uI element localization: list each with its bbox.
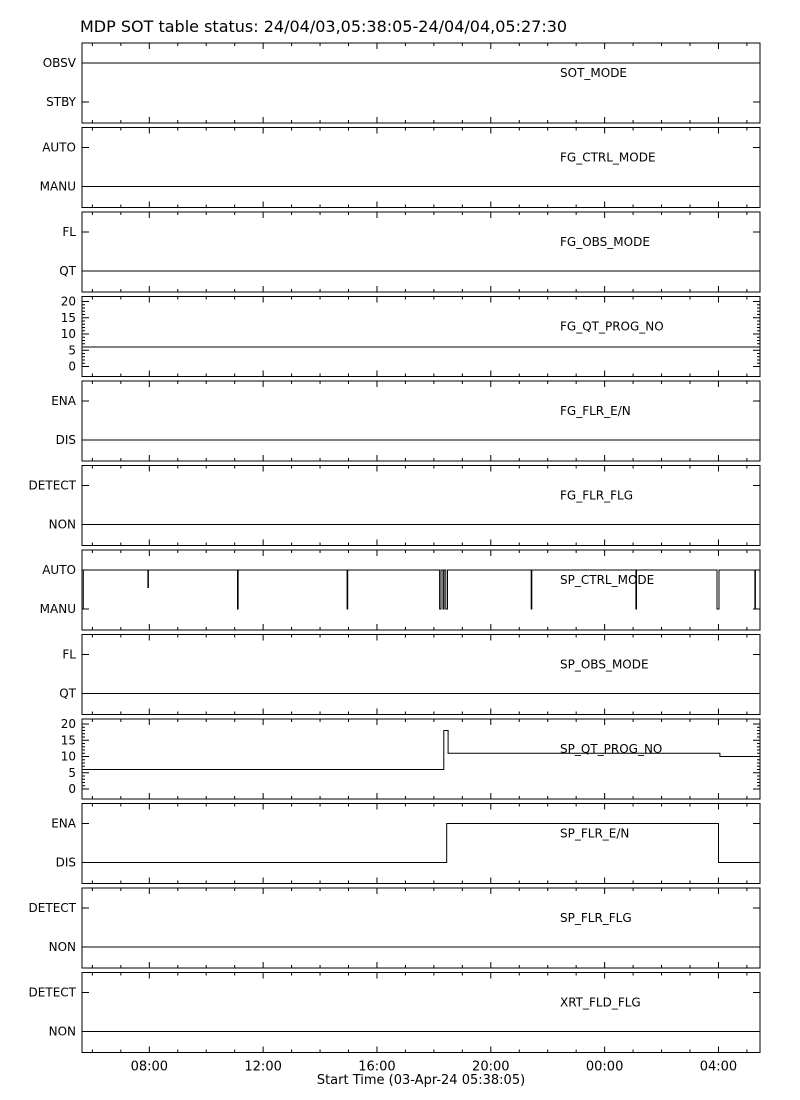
y-tick-label: 0	[68, 359, 76, 374]
panel-label: FG_FLR_FLG	[560, 488, 634, 503]
y-tick-label: FL	[62, 647, 76, 662]
y-tick-label: MANU	[39, 602, 76, 616]
panel-label: SP_OBS_MODE	[560, 657, 649, 672]
series-line	[82, 570, 760, 609]
panel-fg-flr-flg	[29, 466, 760, 546]
y-tick-label: FL	[62, 225, 76, 239]
panel-frame	[82, 804, 760, 884]
panel-label: SP_FLR_E/N	[560, 826, 630, 841]
y-tick-label: DETECT	[28, 985, 76, 1000]
panels	[29, 43, 760, 1053]
y-tick-label: DIS	[55, 433, 76, 447]
y-tick-label: 20	[60, 717, 76, 731]
x-tick-label: 20:00	[472, 1059, 510, 1075]
panel-frame	[82, 550, 760, 630]
y-tick-label: 20	[60, 294, 76, 309]
y-tick-label: NON	[48, 940, 76, 954]
panel-frame	[82, 212, 760, 292]
panel-sp-qt-prog-no	[61, 717, 760, 799]
y-tick-label: DETECT	[28, 478, 76, 493]
y-tick-label: NON	[48, 517, 76, 532]
y-tick-label: DETECT	[28, 901, 76, 915]
y-tick-label: AUTO	[42, 563, 76, 577]
y-tick-label: 5	[68, 343, 76, 358]
panel-frame	[82, 719, 760, 799]
panel-sot-mode	[43, 43, 760, 123]
panel-sp-flr-e-n	[51, 804, 760, 884]
panel-frame	[82, 466, 760, 546]
series-line	[82, 824, 760, 863]
panel-label: SP_CTRL_MODE	[560, 573, 655, 587]
y-tick-label: MANU	[39, 179, 76, 194]
x-tick-label: 04:00	[699, 1059, 738, 1075]
panel-frame	[82, 43, 760, 123]
panel-fg-ctrl-mode	[40, 128, 760, 208]
panel-frame	[82, 888, 760, 968]
panel-label: FG_OBS_MODE	[560, 235, 650, 249]
y-tick-label: 0	[68, 782, 76, 796]
x-tick-label: 16:00	[358, 1059, 396, 1075]
x-tick-label: 00:00	[585, 1059, 624, 1075]
y-tick-label: STBY	[46, 95, 76, 109]
y-tick-label: 15	[60, 733, 76, 748]
y-tick-label: 10	[60, 327, 76, 341]
panel-label: FG_QT_PROG_NO	[560, 319, 664, 334]
panel-label: FG_CTRL_MODE	[560, 150, 656, 165]
x-tick-label: 08:00	[130, 1059, 169, 1075]
x-tick-label: 12:00	[244, 1059, 282, 1075]
y-tick-label: 15	[60, 310, 76, 325]
y-tick-label: 5	[68, 765, 76, 780]
y-tick-label: QT	[59, 686, 76, 701]
panel-label: FG_FLR_E/N	[560, 404, 631, 418]
x-axis-label: Start Time (03-Apr-24 05:38:05)	[316, 1073, 526, 1088]
panel-fg-qt-prog-no	[61, 295, 760, 377]
y-tick-label: DIS	[55, 855, 76, 870]
panel-xrt-fld-flg	[29, 973, 760, 1053]
panel-sp-flr-flg	[29, 888, 760, 968]
panel-frame	[82, 297, 760, 377]
panel-frame	[82, 973, 760, 1053]
panel-frame	[82, 635, 760, 715]
y-tick-label: ENA	[51, 816, 76, 831]
chart-title: MDP SOT table status: 24/04/03,05:38:05-24/04/04,05:27:30	[80, 17, 568, 36]
y-tick-label: NON	[48, 1024, 76, 1039]
y-tick-label: QT	[59, 264, 76, 278]
panel-label: SOT_MODE	[560, 66, 628, 80]
panel-sp-ctrl-mode	[40, 550, 760, 630]
panel-label: SP_FLR_FLG	[560, 911, 632, 925]
y-tick-label: OBSV	[42, 56, 76, 70]
y-tick-label: 10	[60, 749, 76, 764]
panel-label: XRT_FLD_FLG	[560, 995, 641, 1010]
panel-fg-flr-e-n	[51, 381, 760, 461]
panel-frame	[82, 381, 760, 461]
y-tick-label: ENA	[51, 394, 76, 408]
panel-fg-obs-mode	[59, 212, 760, 292]
panel-sp-obs-mode	[59, 635, 760, 715]
panel-label: SP_QT_PROG_NO	[560, 742, 663, 756]
y-tick-label: AUTO	[42, 140, 76, 155]
panel-frame	[82, 128, 760, 208]
